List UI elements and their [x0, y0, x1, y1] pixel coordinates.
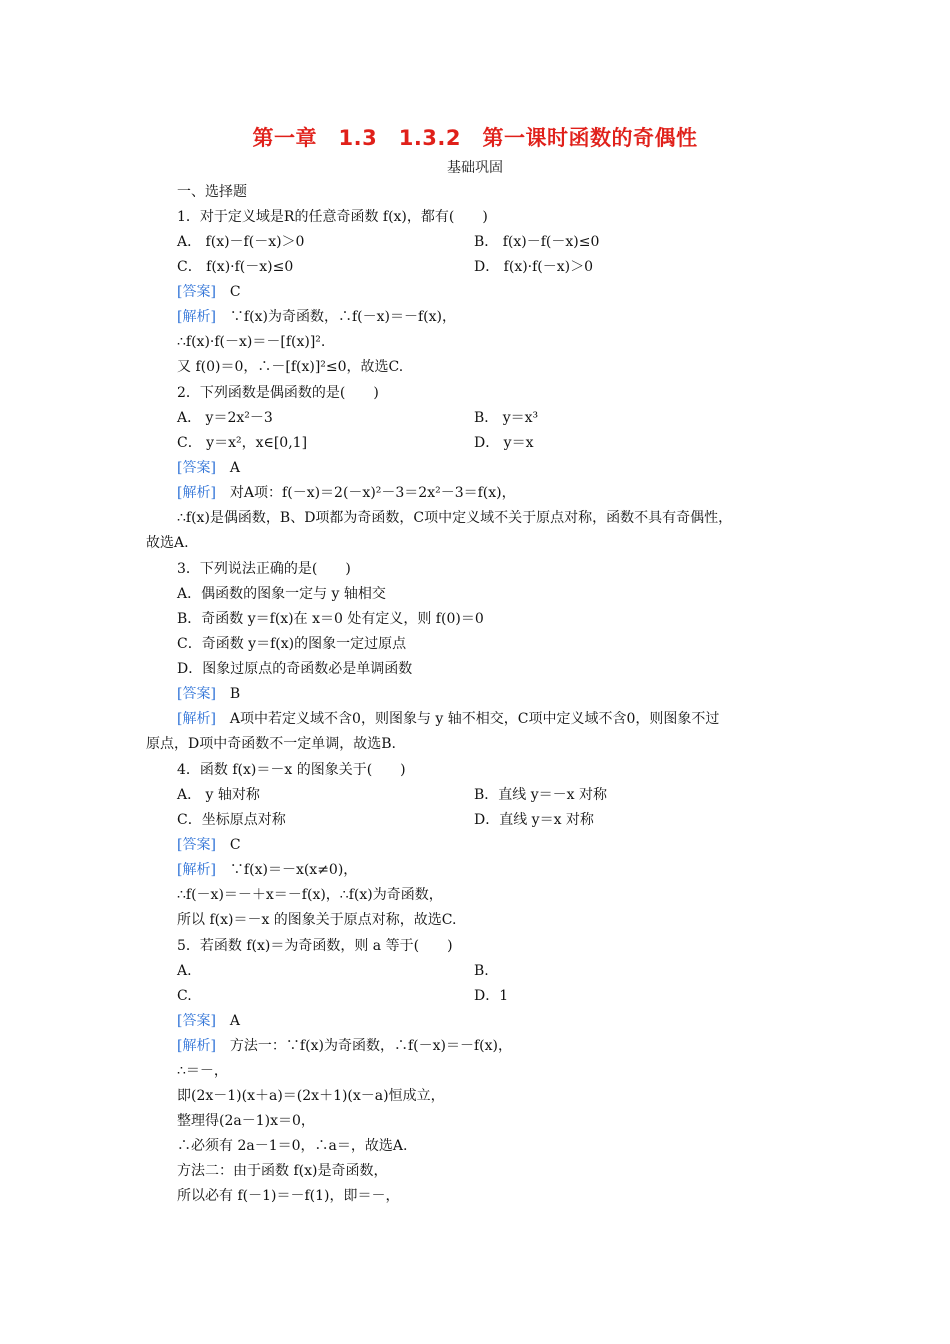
q5-analysis: 方法一：∵f(x)为奇函数，∴f(－x)＝－f(x)， [215, 1038, 512, 1054]
q1-analysis: ∵f(x)为奇函数，∴f(－x)＝－f(x)， [215, 309, 456, 325]
q1-answer: C [215, 284, 241, 300]
q5-analysis-3: 即(2x－1)(x＋a)＝(2x＋1)(x－a)恒成立， [177, 1088, 445, 1104]
q5-analysis-4: 整理得(2a－1)x＝0， [177, 1113, 315, 1129]
answer-tag: [答案] [177, 686, 216, 702]
q2-answer-line [177, 459, 240, 477]
q3-answer: B [215, 686, 241, 702]
analysis-tag: [解析] [177, 485, 216, 501]
q4-answer: C [215, 837, 241, 853]
q2-analysis-3: 故选A. [146, 535, 189, 551]
q5-option-b: B. [474, 963, 489, 979]
q5-stem: 5．若函数 f(x)＝为奇函数，则 a 等于( ) [177, 938, 453, 954]
q3-option-d: D．图象过原点的奇函数必是单调函数 [177, 661, 413, 677]
q5-answer: A [215, 1013, 241, 1029]
q3-option-b: B．奇函数 y＝f(x)在 x＝0 处有定义，则 f(0)＝0 [177, 611, 484, 627]
q2-analysis-2: ∴f(x)是偶函数，B、D项都为奇函数，C项中定义域不关于原点对称，函数不具有奇偶性， [177, 510, 733, 526]
q2-option-c: C． y＝x²，x∈[0,1] [177, 435, 308, 451]
analysis-tag: [解析] [177, 862, 216, 878]
q5-analysis-7: 所以必有 f(－1)＝－f(1)，即＝－， [177, 1188, 400, 1204]
q3-analysis-2: 原点，D项中奇函数不一定单调，故选B. [146, 736, 396, 752]
q5-option-a: A. [177, 963, 192, 979]
q4-analysis: ∵f(x)＝－x(x≠0)， [215, 862, 358, 878]
q1-analysis-2: ∴f(x)·f(－x)＝－[f(x)]². [177, 334, 326, 350]
analysis-tag: [解析] [177, 309, 216, 325]
q2-option-d: D． y＝x [474, 435, 534, 451]
q2-answer: A [215, 460, 241, 476]
section-heading: 一、选择题 [177, 184, 247, 200]
analysis-tag: [解析] [177, 711, 216, 727]
q1-stem: 1．对于定义域是R的任意奇函数 f(x)，都有( ) [177, 209, 488, 225]
q4-option-a: A． y 轴对称 [177, 787, 260, 803]
q5-analysis-2: ∴＝－， [177, 1063, 228, 1079]
q1-option-b: B． f(x)－f(－x)≤0 [474, 234, 600, 250]
q2-option-b: B． y＝x³ [474, 410, 539, 426]
q1-option-c: C． f(x)·f(－x)≤0 [177, 259, 294, 275]
q2-analysis: 对A项：f(－x)＝2(－x)²－3＝2x²－3＝f(x)， [215, 485, 516, 501]
page-subtitle: 基础巩固 [447, 160, 503, 176]
answer-tag: [答案] [177, 460, 216, 476]
q5-answer-line [177, 1012, 240, 1030]
q1-analysis-line [177, 308, 456, 326]
q3-answer-line [177, 685, 240, 703]
q4-analysis-3: 所以 f(x)＝－x 的图象关于原点对称，故选C. [177, 912, 457, 928]
q3-analysis-line [177, 710, 719, 728]
q4-option-b: B．直线 y＝－x 对称 [474, 787, 607, 803]
answer-tag: [答案] [177, 1013, 216, 1029]
q2-analysis-line [177, 484, 516, 502]
analysis-tag: [解析] [177, 1038, 216, 1054]
q2-option-a: A． y＝2x²－3 [177, 410, 273, 426]
q5-analysis-line [177, 1037, 512, 1055]
page-title: 第一章 1.3 1.3.2 第一课时函数的奇偶性 [252, 126, 698, 150]
q1-option-d: D． f(x)·f(－x)＞0 [474, 259, 594, 275]
q3-option-c: C．奇函数 y＝f(x)的图象一定过原点 [177, 636, 407, 652]
q1-option-a: A． f(x)－f(－x)＞0 [177, 234, 305, 250]
answer-tag: [答案] [177, 837, 216, 853]
q3-stem: 3．下列说法正确的是( ) [177, 561, 351, 577]
q5-option-c: C. [177, 988, 192, 1004]
q4-option-d: D．直线 y＝x 对称 [474, 812, 594, 828]
q5-option-d: D．1 [474, 988, 509, 1004]
q4-option-c: C．坐标原点对称 [177, 812, 286, 828]
q1-answer-line [177, 283, 241, 301]
q4-answer-line [177, 836, 241, 854]
q2-stem: 2．下列函数是偶函数的是( ) [177, 385, 379, 401]
q1-analysis-3: 又 f(0)＝0，∴－[f(x)]²≤0，故选C. [177, 359, 404, 375]
answer-tag: [答案] [177, 284, 216, 300]
q3-option-a: A．偶函数的图象一定与 y 轴相交 [177, 586, 386, 602]
q4-analysis-line [177, 861, 357, 879]
q5-analysis-5: ∴必须有 2a－1＝0，∴a＝，故选A. [177, 1138, 408, 1154]
q4-analysis-2: ∴f(－x)＝－＋x＝－f(x)，∴f(x)为奇函数， [177, 887, 443, 903]
q4-stem: 4．函数 f(x)＝－x 的图象关于( ) [177, 762, 406, 778]
q5-analysis-6: 方法二：由于函数 f(x)是奇函数， [177, 1163, 388, 1179]
q3-analysis: A项中若定义域不含0，则图象与 y 轴不相交，C项中定义域不含0，则图象不过 [215, 711, 720, 727]
